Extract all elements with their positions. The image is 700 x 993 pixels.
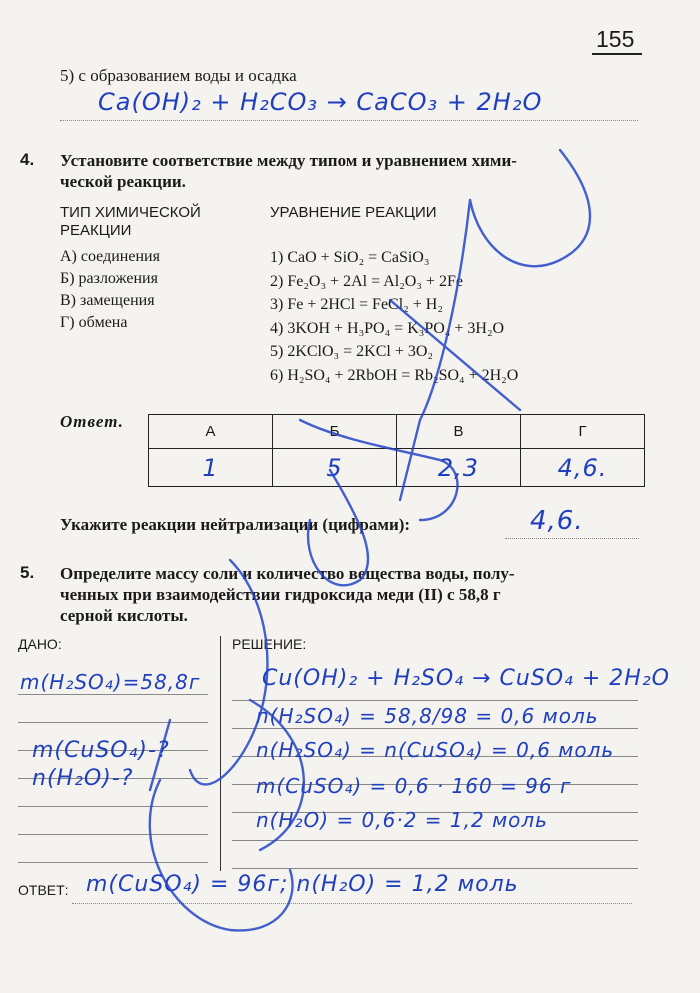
task4-answer-label: Ответ. bbox=[60, 412, 124, 431]
given-find-salt-mass[interactable]: m(CuSO₄)-? bbox=[32, 738, 170, 763]
neutralization-answer[interactable]: 4,6. bbox=[530, 506, 584, 536]
reaction-type-list bbox=[60, 246, 160, 334]
solution-line-4[interactable]: m(CuSO₄) = 0,6 · 160 = 96 г bbox=[256, 774, 572, 798]
reaction-equation-item: 4) 3KOH + H₃PO₄ = K₃PO₄ + 3H₂O bbox=[270, 319, 505, 337]
task5-answer-line bbox=[72, 903, 632, 904]
given-solution-divider bbox=[220, 636, 221, 871]
given-rule bbox=[18, 862, 208, 863]
page-number-underline bbox=[592, 53, 642, 55]
answer-header-b: Б bbox=[273, 415, 397, 449]
reaction-type-item: А) соединения bbox=[60, 248, 160, 265]
task5-answer[interactable]: m(CuSO₄) = 96г; n(H₂O) = 1,2 моль bbox=[86, 872, 519, 897]
neutralization-label: Укажите реакции нейтрализации (цифрами): bbox=[60, 515, 411, 534]
answer-cell-a[interactable]: 1 bbox=[149, 449, 273, 487]
item5-handwritten-equation: Ca(OH)₂ + H₂CO₃ → CaCO₃ + 2H₂O bbox=[98, 88, 543, 116]
reaction-type-item: Б) разложения bbox=[60, 270, 158, 287]
answer-header-v: В bbox=[397, 415, 521, 449]
answer-cell-v[interactable]: 2,3 bbox=[397, 449, 521, 487]
reaction-equation-item: 1) CaO + SiO₂ = CaSiO₃ bbox=[270, 249, 430, 266]
task5-text-line2: ченных при взаимодействии гидроксида меди (II) с 58,8 г bbox=[60, 585, 501, 604]
task4-equation-header: УРАВНЕНИЕ РЕАКЦИИ bbox=[270, 204, 437, 221]
given-rule bbox=[18, 834, 208, 835]
solution-line-3[interactable]: n(H₂SO₄) = n(CuSO₄) = 0,6 моль bbox=[256, 738, 615, 762]
given-mass-acid[interactable]: m(H₂SO₄)=58,8г bbox=[20, 670, 201, 694]
task4-type-header: ТИП ХИМИЧЕСКОЙ РЕАКЦИИ bbox=[60, 204, 201, 239]
solution-label: РЕШЕНИЕ: bbox=[232, 636, 307, 652]
task5-number: 5. bbox=[20, 563, 35, 582]
reaction-type-item: Г) обмена bbox=[60, 314, 128, 331]
answer-header-a: А bbox=[149, 415, 273, 449]
given-rule bbox=[18, 694, 208, 695]
item5-label: 5) с образованием воды и осадка bbox=[60, 66, 297, 85]
task5-answer-label: ОТВЕТ: bbox=[18, 882, 69, 898]
given-find-water-amount[interactable]: n(H₂O)-? bbox=[32, 766, 134, 791]
answer-cell-g[interactable]: 4,6. bbox=[521, 449, 645, 487]
task4-text-line1: Установите соответствие между типом и уравнением хими- bbox=[60, 151, 517, 170]
given-rule bbox=[18, 806, 208, 807]
solution-rule bbox=[232, 700, 638, 701]
solution-rule bbox=[232, 868, 638, 869]
solution-line-5[interactable]: n(H₂O) = 0,6·2 = 1,2 моль bbox=[256, 808, 548, 832]
solution-line-2[interactable]: n(H₂SO₄) = 58,8/98 = 0,6 моль bbox=[256, 704, 599, 728]
reaction-equation-item: 3) Fe + 2HCl = FeCl₂ + H₂ bbox=[270, 296, 443, 313]
given-rule bbox=[18, 722, 208, 723]
solution-rule bbox=[232, 840, 638, 841]
task4-number: 4. bbox=[20, 150, 35, 169]
task5-text-line1: Определите массу соли и количество вещества воды, полу- bbox=[60, 564, 515, 583]
answer-table bbox=[148, 414, 645, 487]
reaction-equation-item: 2) Fe₂O₃ + 2Al = Al₂O₃ + 2Fe bbox=[270, 272, 463, 290]
given-label: ДАНО: bbox=[18, 636, 62, 652]
reaction-type-item: В) замещения bbox=[60, 292, 155, 309]
neutralization-answer-line bbox=[505, 538, 639, 539]
reaction-equation-list bbox=[270, 246, 518, 387]
item5-answer-line bbox=[60, 120, 638, 121]
answer-header-g: Г bbox=[521, 415, 645, 449]
answer-cell-b[interactable]: 5 bbox=[273, 449, 397, 487]
solution-rule bbox=[232, 728, 638, 729]
reaction-equation-item: 5) 2KClO₃ = 2KCl + 3O₂ bbox=[270, 343, 433, 360]
task4-text-line2: ческой реакции. bbox=[60, 172, 186, 191]
solution-line-1[interactable]: Cu(OH)₂ + H₂SO₄ → CuSO₄ + 2H₂O bbox=[262, 666, 670, 691]
page-number: 155 bbox=[596, 26, 635, 52]
reaction-equation-item: 6) H₂SO₄ + 2RbOH = Rb₂SO₄ + 2H₂O bbox=[270, 366, 519, 384]
task5-text-line3: серной кислоты. bbox=[60, 606, 188, 625]
